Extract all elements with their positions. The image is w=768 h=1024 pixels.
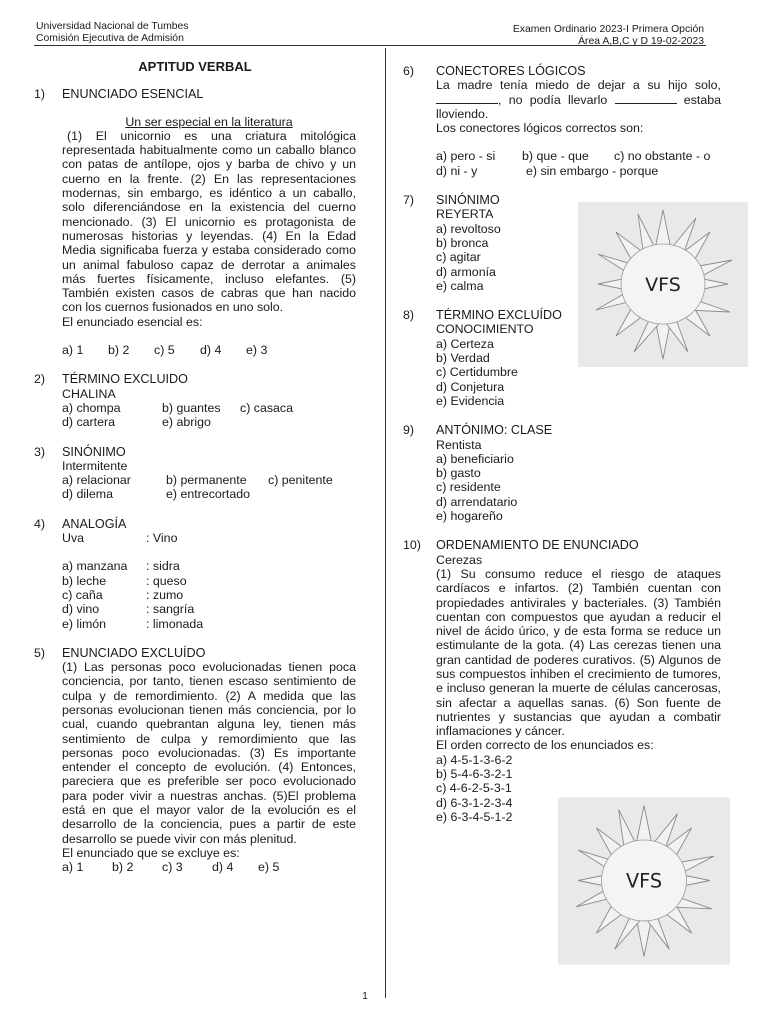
blank-1 [436,94,498,104]
pair-right: : limonada [146,616,204,631]
option-a[interactable]: a) beneficiario [436,451,514,466]
analogy-premise [62,531,356,545]
option-c[interactable]: c) 5 [154,343,175,358]
question-5 [34,646,356,875]
option-e[interactable] [62,617,356,631]
sun-logo-icon [558,797,730,965]
question-prompt: El enunciado esencial es: [62,314,203,329]
question-4 [34,517,356,631]
option-c[interactable]: c) casaca [240,400,294,415]
question-number: 6) [403,64,415,78]
option-b[interactable]: b) 2 [112,860,134,875]
option-c[interactable]: c) 4-6-2-5-3-1 [436,781,512,796]
option-e[interactable]: e) hogareño [436,509,503,524]
exam-area-date: Área A,B,C y D 19-02-2023 [578,35,704,47]
question-number: 3) [34,444,46,459]
option-b[interactable]: b) gasto [436,466,481,481]
question-title: ANTÓNIMO: CLASE [436,423,553,438]
question-9 [403,423,721,523]
option-a[interactable]: a) relacionar [62,473,131,488]
option-d[interactable]: d) 4 [200,343,222,358]
question-word: REYERTA [436,207,494,222]
question-number: 7) [403,193,415,208]
question-word: CHALINA [62,386,116,401]
option-e[interactable]: e) calma [436,278,484,293]
right-column [403,64,721,824]
watermark-logo-top [578,202,748,367]
option-d[interactable]: d) cartera [62,415,116,430]
watermark-logo-bottom [558,797,730,965]
option-e[interactable]: e) abrigo [162,415,211,430]
option-b[interactable]: b) que - que [522,149,589,164]
question-sentence [436,78,721,121]
option-c[interactable]: c) residente [436,480,501,495]
question-prompt: El orden correcto de los enunciados es: [436,738,654,753]
pair-right: : queso [146,573,187,588]
watermark-text: VFS [645,274,681,296]
question-word: Cerezas [436,552,483,567]
option-b[interactable]: b) bronca [436,235,489,250]
question-number: 1) [34,87,46,102]
premise-left: Uva [62,531,85,546]
question-title: SINÓNIMO [436,193,500,208]
page-number: 1 [362,990,368,1002]
option-e[interactable]: e) 6-3-4-5-1-2 [436,809,513,824]
sentence-end: estaba lloviendo. [436,92,721,121]
question-number: 4) [34,516,46,531]
question-3 [34,445,356,502]
question-word: Rentista [436,437,482,452]
question-2 [34,372,356,429]
question-1 [34,87,356,357]
option-c[interactable]: c) Certidumbre [436,365,518,380]
pair-left: b) leche [62,573,107,588]
option-b[interactable]: b) 2 [108,343,130,358]
question-title: TÉRMINO EXCLUÍDO [436,308,562,323]
options-grid [436,149,721,178]
analogy-options [62,559,356,630]
passage-text: (1) Las personas poco evolucionadas tienen poca conciencia, por tanto, tienen escaso sentimiento de culpa y de remordimiento. (2) A medida que las personas evolucionan tienen más conciencia, por lo cual, cuando quebrantan alguna ley, tienen más sentimiento de culpa y remordimiento que las personas poco evolucionadas. (3) Es importante entender el concepto de evolución. (4) Entonces, pareciera que es preferible ser poco evolucionado para poder vivir a nuestras anchas. (5)El problema está en que el mayor valor de la evolución es el desarrollo de la conciencia, pues a partir de este desarrollo se puede vivir con más plenitud. [62,660,356,846]
pair-left: a) manzana [62,559,128,574]
passage-text: (1) El unicornio es una criatura mitológica representada habitualmente como un caballo blanco con patas de antílope, ojos y barba de chivo y un cuerno en la frente. (2) En las representaciones modernas, sin embargo, es idéntico a un caballo, solo diferenciándose en la existencia del cuerno mencionado. (3) El unicornio es protagonista de numerosas historias y leyendas. (4) En la Edad Media significaba fuerza y estaba considerado como un animal fabuloso capaz de derrotar a animales más fuertes físicamente, incluso elefantes. (5) También existen casos de cabras que han nacido con los cuernos fusionados en uno solo. [62,128,356,315]
option-b[interactable]: b) permanente [166,473,247,488]
options-grid [62,473,356,502]
university-name: Universidad Nacional de Tumbes [36,21,189,32]
option-a[interactable]: a) revoltoso [436,221,501,236]
header-divider [34,45,706,46]
option-d[interactable] [62,602,356,616]
option-e[interactable]: e) 3 [246,343,268,358]
question-title: SINÓNIMO [62,444,126,459]
option-a[interactable]: a) 1 [62,343,84,358]
question-10 [403,538,721,824]
question-number: 9) [403,423,415,438]
pair-left: e) limón [62,616,107,631]
option-b[interactable]: b) 5-4-6-3-2-1 [436,767,513,782]
sentence-start: La madre tenía miedo de dejar a su hijo solo, [436,78,721,93]
header-institution [36,21,188,44]
option-b[interactable]: b) guantes [162,400,221,415]
question-title: CONECTORES LÓGICOS [436,64,586,78]
option-b[interactable] [62,574,356,588]
blank-2 [615,94,677,104]
premise-right: : Vino [146,531,178,546]
question-word: Intermitente [62,458,128,473]
option-e[interactable]: e) entrecortado [166,487,251,502]
passage-title: Un ser especial en la literatura [125,114,293,129]
pair-left: d) vino [62,602,100,617]
option-a[interactable] [62,559,356,573]
option-c[interactable] [62,588,356,602]
question-prompt: Los conectores lógicos correctos son: [436,121,644,136]
option-a[interactable]: a) Certeza [436,336,494,351]
options-row [62,343,356,357]
option-a[interactable]: a) 1 [62,860,84,875]
question-prompt: El enunciado que se excluye es: [62,845,240,860]
question-title: ANALOGÍA [62,516,127,531]
option-d[interactable]: d) arrendatario [436,494,518,509]
commission-name: Comisión Ejecutiva de Admisión [36,32,184,44]
passage-text: (1) Su consumo reduce el riesgo de ataques cardíacos e infartos. (2) También cuentan con propiedades antivirales y bacteriales. (3) También cuentan con compuestos que ayudan a reducir el nivel de ácido úrico, y de esta forma se reduce un estimulante de la gota. (4) Las cerezas tienen una gran cantidad de poderes curativos. (5) Algunos de sus compuestos inhiben el crecimiento de tumores, e incluso generan la muerte de células cancerosas, sin afectar a aquellas sanas. (6) Son fuente de nutrientes y sustancias que ayudan a combatir inflamaciones y cáncer. [436,566,721,739]
options-row [62,860,356,874]
option-d[interactable]: d) Conjetura [436,379,505,394]
section-title: APTITUD VERBAL [138,59,252,74]
question-6 [403,64,721,178]
watermark-text: VFS [625,869,663,893]
option-c[interactable]: c) agitar [436,250,481,265]
option-d[interactable]: d) dilema [62,487,113,502]
option-d[interactable]: d) ni - y [436,163,478,178]
option-e[interactable]: e) Evidencia [436,393,505,408]
options-grid [62,401,356,430]
left-column [34,60,356,875]
option-b[interactable]: b) Verdad [436,351,490,366]
question-number: 8) [403,308,415,323]
option-c[interactable]: c) 3 [162,860,183,875]
question-number: 2) [34,372,46,387]
option-a[interactable]: a) 4-5-1-3-6-2 [436,752,513,767]
sun-logo-icon [578,202,748,367]
question-title: ENUNCIADO ESENCIAL [62,87,204,102]
option-d[interactable]: d) 4 [212,860,234,875]
option-c[interactable]: c) penitente [268,473,333,488]
option-a[interactable]: a) chompa [62,400,121,415]
option-e[interactable]: e) sin embargo - porque [526,163,659,178]
question-number: 10) [403,538,421,553]
pair-right: : sangría [146,602,195,617]
header-exam-info [513,24,704,47]
column-divider [385,48,386,998]
pair-right: : sidra [146,559,180,574]
sentence-mid: , no podía llevarlo [498,92,608,107]
option-d[interactable]: d) armonía [436,264,496,279]
option-d[interactable]: d) 6-3-1-2-3-4 [436,795,513,810]
option-c[interactable]: c) no obstante - o [614,149,711,164]
pair-left: c) caña [62,587,103,602]
question-number: 5) [34,645,46,660]
option-a[interactable]: a) pero - si [436,149,496,164]
pair-right: : zumo [146,587,184,602]
question-word: CONOCIMIENTO [436,322,534,337]
question-title: ORDENAMIENTO DE ENUNCIADO [436,538,639,553]
option-e[interactable]: e) 5 [258,860,280,875]
question-title: TÉRMINO EXCLUIDO [62,372,188,387]
exam-name: Examen Ordinario 2023-I Primera Opción [512,24,704,35]
question-title: ENUNCIADO EXCLUÍDO [62,645,206,660]
